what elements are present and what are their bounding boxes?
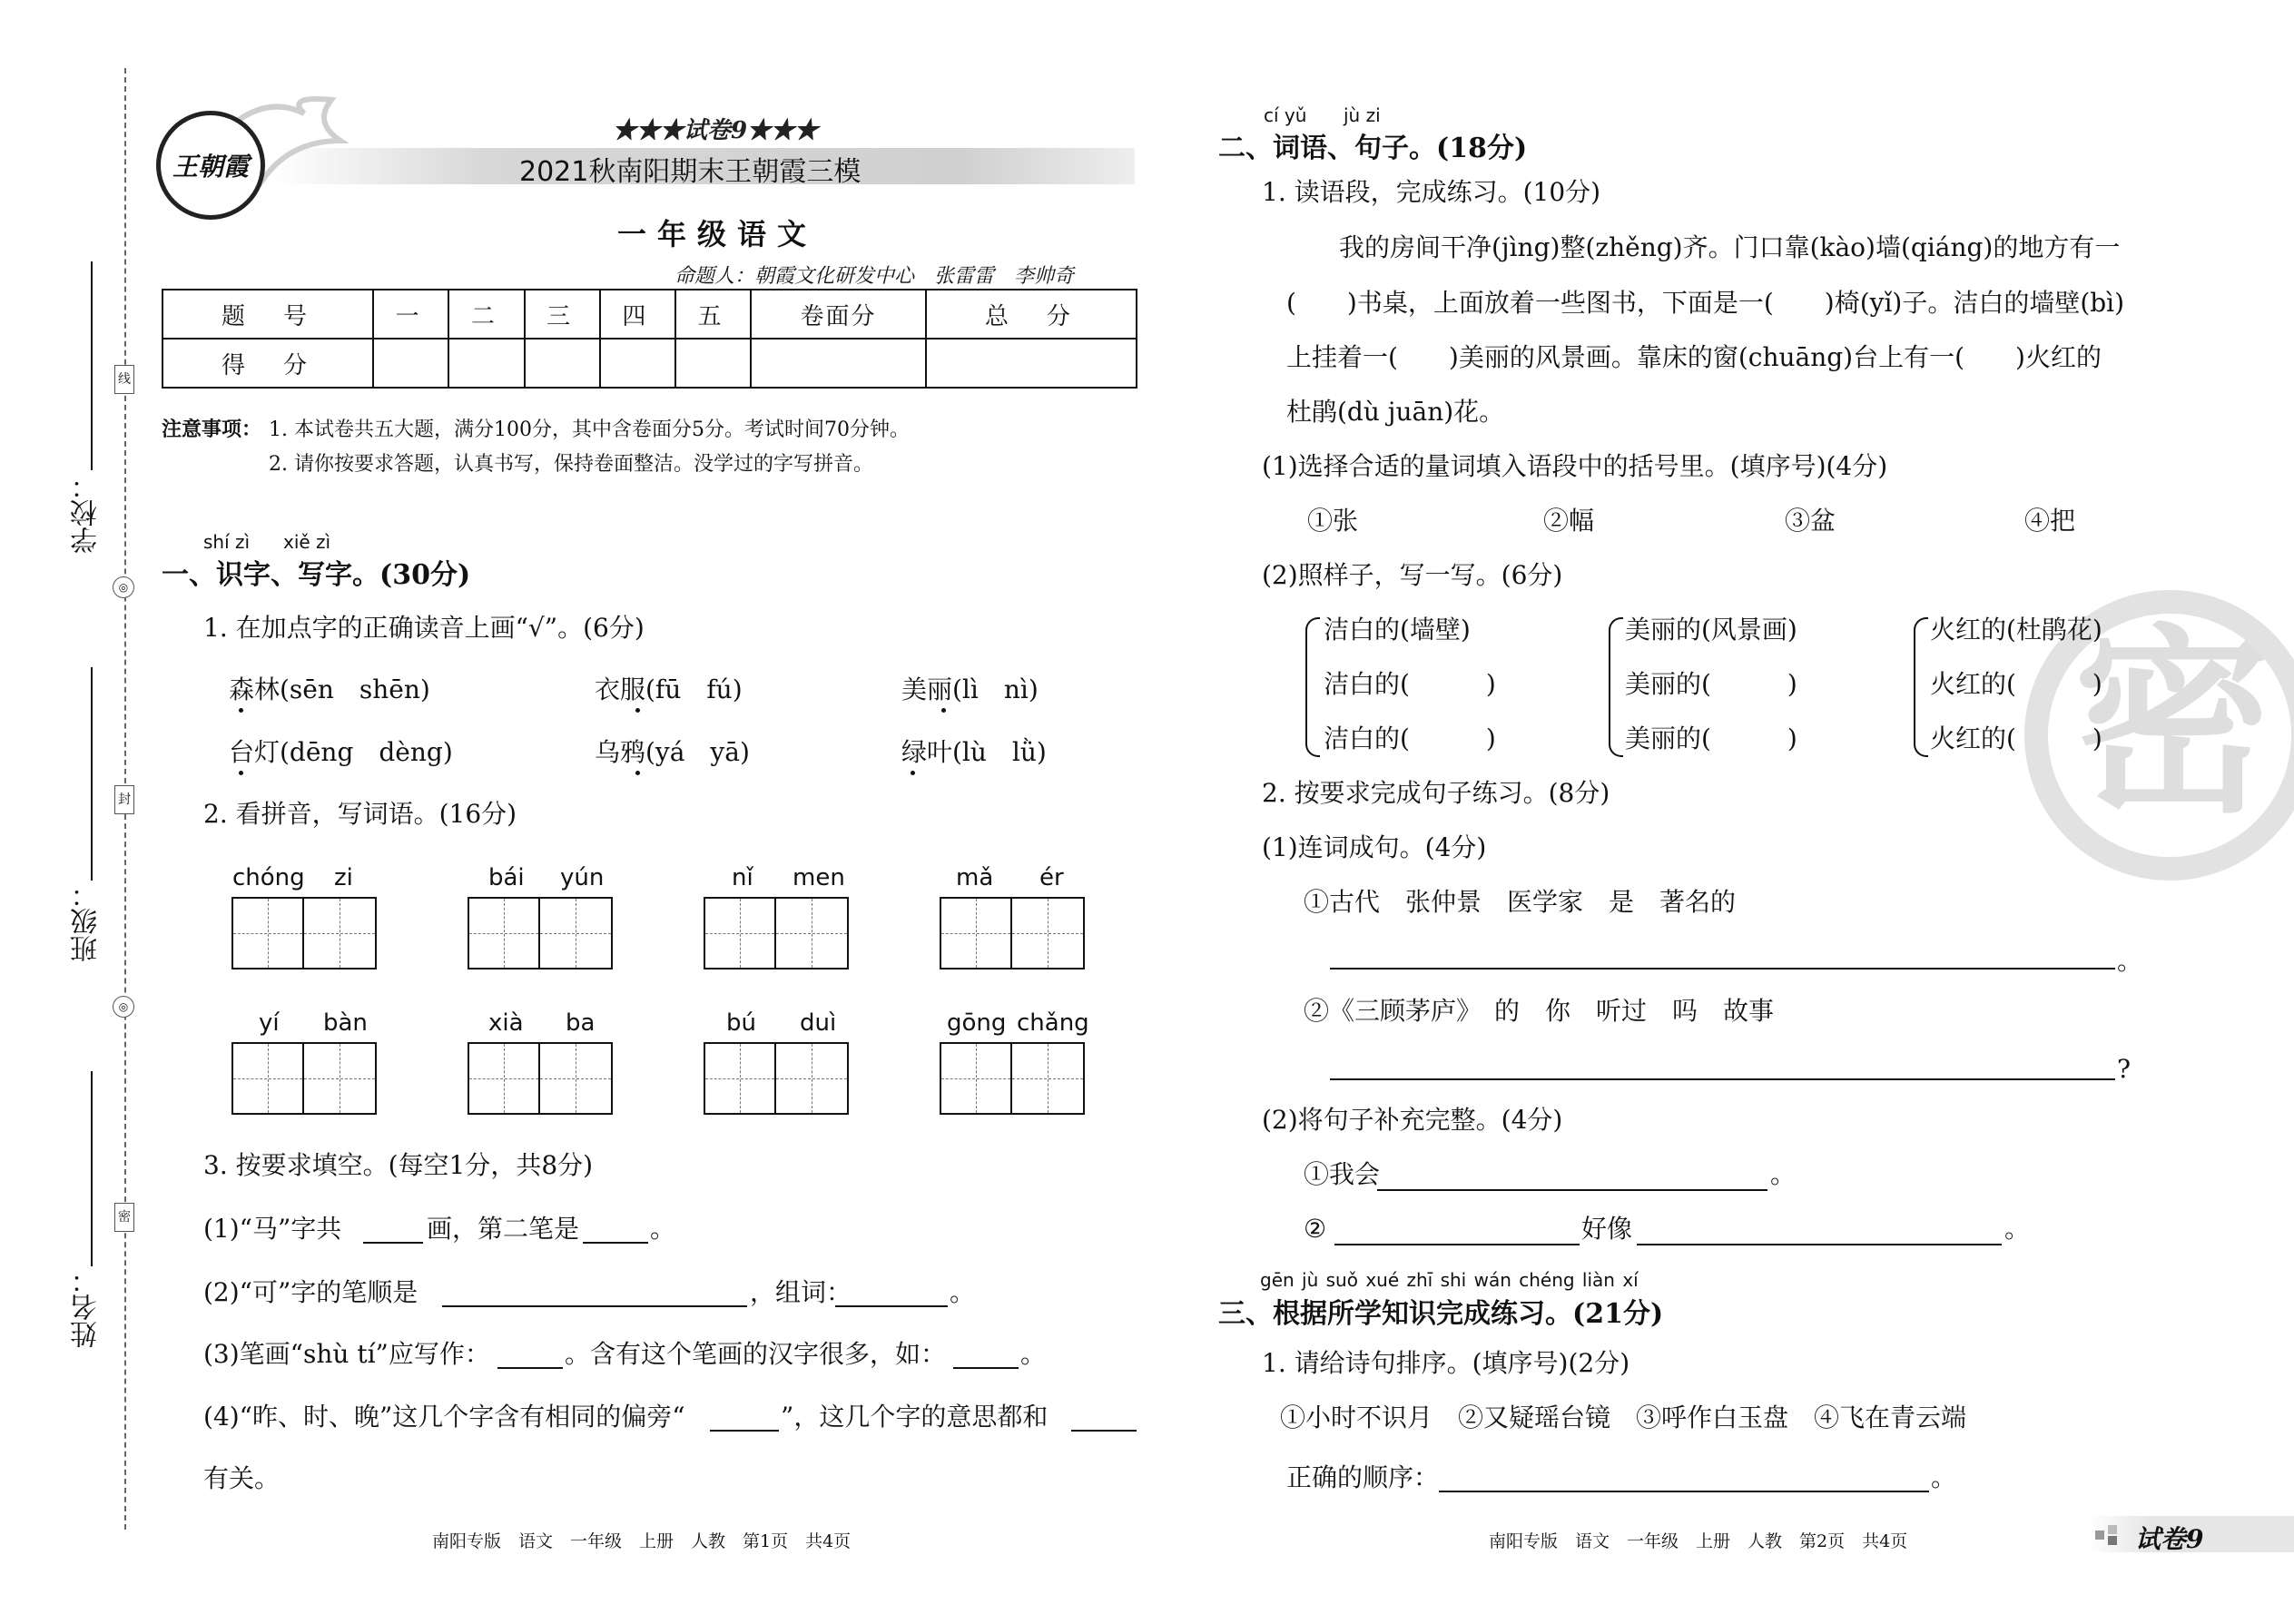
score-input[interactable] [675, 339, 751, 388]
q3-3-text: 。含有这个笔画的汉字很多，如： [565, 1339, 947, 1369]
grid-pinyin: men [793, 864, 845, 891]
brace-item: 火红的(杜鹃花) [1930, 615, 2102, 645]
s2-sub2: (2)照样子，写一写。(6分) [1262, 560, 1563, 590]
binding-hole-1: ◎ [113, 576, 134, 598]
grid-pinyin: bàn [323, 1009, 368, 1037]
q1-item[interactable]: 台灯(dēng dèng) [229, 737, 453, 767]
grid-pinyin: xià [488, 1009, 524, 1037]
word-list: ②《三顾茅庐》 的 你 听过 吗 故事 [1304, 996, 1775, 1026]
footer-badge: 试卷9 [2135, 1524, 2204, 1554]
q2-title: 2. 看拼音，写词语。(16分) [203, 799, 517, 829]
complete-text: 。 [1770, 1159, 1797, 1189]
grid-pinyin: yí [259, 1009, 280, 1037]
order-answer-line[interactable] [1439, 1491, 1929, 1492]
authors: 命题人：朝霞文化研发中心 张雷雷 李帅奇 [674, 265, 1075, 288]
notice-label: 注意事项： [162, 418, 262, 441]
emphasis-dot [635, 771, 640, 775]
class-field[interactable] [91, 667, 93, 881]
score-input[interactable] [525, 339, 600, 388]
paragraph-line: 杜鹃(dù juān)花。 [1286, 397, 1505, 427]
s2-q2-sub2: (2)将句子补充完整。(4分) [1262, 1105, 1563, 1135]
q1-item[interactable]: 衣服(fū fú) [595, 674, 743, 704]
score-cell: 四 [600, 290, 675, 339]
school-field[interactable] [91, 261, 93, 470]
section1-pinyin: xiě zì [283, 531, 331, 553]
score-cell: 总 分 [926, 290, 1137, 339]
option-item: ④把 [2024, 506, 2076, 536]
brace [1305, 617, 1320, 757]
name-label: 姓名： [71, 1266, 103, 1348]
answer-blank[interactable] [442, 1305, 747, 1307]
grid-pinyin: ér [1039, 864, 1064, 891]
emphasis-dot [635, 708, 640, 713]
brace-item[interactable]: 洁白的( ) [1324, 723, 1496, 753]
class-label: 班级： [71, 881, 103, 962]
brace-item: 洁白的(墙壁) [1324, 615, 1471, 645]
writing-grid[interactable] [940, 897, 1085, 969]
grid-pinyin: yún [560, 864, 605, 891]
exam-title: 2021秋南阳期末王朝霞三模 [519, 156, 861, 188]
score-cell: 二 [448, 290, 524, 339]
margin-seal-char-2: 封 [114, 785, 134, 814]
q3-1-text: 画，第二笔是 [427, 1214, 580, 1244]
margin-seal-char-3: 密 [114, 1203, 134, 1232]
q3-3-text: 。 [1020, 1339, 1047, 1369]
school-label: 学校： [71, 472, 103, 554]
order-label: 正确的顺序： [1286, 1462, 1440, 1492]
footer-left: 南阳专版 语文 一年级 上册 人教 第1页 共4页 [432, 1531, 852, 1551]
brace-item[interactable]: 火红的( ) [1930, 723, 2102, 753]
complete-text: 。 [2004, 1214, 2031, 1244]
grid-pinyin: bái [488, 864, 525, 891]
emphasis-dot [941, 708, 946, 713]
paragraph-line[interactable]: 上挂着一( )美丽的风景画。靠床的窗(chuāng)台上有一( )火红的 [1286, 342, 2102, 372]
s3-q1-title: 1. 请给诗句排序。(填序号)(2分) [1262, 1348, 1630, 1378]
score-cell: 三 [525, 290, 600, 339]
grid-pinyin: mǎ [956, 864, 994, 891]
binding-hole-2: ◎ [113, 996, 134, 1018]
brace-item[interactable]: 洁白的( ) [1324, 669, 1496, 699]
word-list: ①古代 张仲景 医学家 是 著名的 [1304, 887, 1737, 917]
option-item: ②幅 [1543, 506, 1595, 536]
q1-title: 1. 在加点字的正确读音上画“√”。(6分) [203, 613, 645, 643]
exam-number: ★★★试卷9★★★ [613, 117, 819, 144]
score-cell: 得 分 [162, 339, 373, 388]
section1-pinyin: shí zì [203, 531, 251, 553]
q3-2-text: 。 [950, 1277, 976, 1307]
paragraph-line: 我的房间干净(jìng)整(zhěng)齐。门口靠(kào)墙(qiáng)的地方有一 [1339, 232, 2121, 262]
score-input[interactable] [373, 339, 448, 388]
emphasis-dot [239, 708, 243, 713]
answer-line[interactable] [1637, 1244, 2002, 1245]
score-input[interactable] [448, 339, 524, 388]
score-value-row [162, 339, 1137, 388]
poem-lines: ①小时不识月 ②又疑瑶台镜 ③呼作白玉盘 ④飞在青云端 [1280, 1403, 1967, 1432]
complete-text: 好像 [1581, 1214, 1633, 1244]
complete-text: ①我会 [1304, 1159, 1381, 1189]
stamp-char: 密 [2073, 605, 2274, 840]
grid-pinyin: zi [334, 864, 353, 891]
answer-line[interactable] [1330, 968, 2115, 969]
brace [1914, 617, 1928, 757]
writing-grid[interactable] [468, 897, 613, 969]
q1-item[interactable]: 美丽(lì nì) [901, 674, 1039, 704]
order-end: 。 [1931, 1462, 1957, 1492]
answer-blank[interactable] [363, 1242, 423, 1244]
paragraph-line[interactable]: ( )书桌，上面放着一些图书，下面是一( )椅(yǐ)子。洁白的墙壁(bì) [1286, 288, 2125, 318]
emphasis-dot [911, 771, 915, 775]
q3-4-text: ”，这几个字的意思都和 [781, 1402, 1049, 1432]
writing-grid[interactable] [940, 1042, 1085, 1115]
option-item: ①张 [1307, 506, 1359, 536]
answer-line[interactable] [1330, 1078, 2115, 1080]
writing-grid[interactable] [231, 897, 377, 969]
score-input[interactable] [751, 339, 926, 388]
logo-emblem [156, 111, 265, 220]
margin-seal-char-1: 线 [114, 365, 134, 394]
grid-pinyin: chóng [232, 864, 305, 891]
section3-title: 三、根据所学知识完成练习。(21分) [1218, 1298, 1664, 1330]
grid-pinyin: nǐ [732, 864, 753, 891]
notice-line-1: 1. 本试卷共五大题，满分100分，其中含卷面分5分。考试时间70分钟。 [269, 418, 910, 441]
writing-grid[interactable] [231, 1042, 377, 1115]
complete-text: ② [1304, 1214, 1327, 1244]
section2-title: 二、词语、句子。(18分) [1218, 133, 1528, 164]
q3-1-text: (1)“马”字共 [203, 1214, 342, 1244]
line-end: 。 [2117, 946, 2143, 976]
grid-pinyin: duì [800, 1009, 837, 1037]
q3-4-text: 有关。 [203, 1463, 281, 1493]
answer-line[interactable] [1334, 1244, 1580, 1245]
option-item: ③盆 [1785, 506, 1836, 536]
brace [1609, 617, 1623, 757]
answer-blank[interactable] [583, 1242, 648, 1244]
q3-4-text: (4)“昨、时、晚”这几个字含有相同的偏旁“ [203, 1402, 685, 1432]
score-input[interactable] [600, 339, 675, 388]
s2-q2-sub1: (1)连词成句。(4分) [1262, 832, 1487, 862]
section2-pinyin: jù zi [1344, 104, 1381, 126]
score-input[interactable] [926, 339, 1137, 388]
s2-q1-title: 1. 读语段，完成练习。(10分) [1262, 177, 1601, 207]
q1-item[interactable]: 乌鸦(yá yā) [595, 737, 750, 767]
answer-line[interactable] [1377, 1189, 1767, 1191]
section3-pinyin: gēn jù suǒ xué zhī shi wán chéng liàn xí [1260, 1269, 1639, 1291]
emphasis-dot [239, 771, 243, 775]
notice-line-2: 2. 请你按要求答题，认真书写，保持卷面整洁。没学过的字写拼音。 [269, 453, 873, 476]
footer-badge-squares [2095, 1530, 2104, 1540]
s2-q2-title: 2. 按要求完成句子练习。(8分) [1262, 778, 1610, 808]
q1-item[interactable]: 森林(sēn shēn) [229, 674, 430, 704]
brace-item[interactable]: 火红的( ) [1930, 669, 2102, 699]
q3-2-text: (2)“可”字的笔顺是 [203, 1277, 418, 1307]
brace-item[interactable]: 美丽的( ) [1625, 723, 1797, 753]
score-cell: 卷面分 [751, 290, 926, 339]
footer-right: 南阳专版 语文 一年级 上册 人教 第2页 共4页 [1489, 1531, 1908, 1551]
grid-pinyin: gōng [947, 1009, 1007, 1037]
answer-blank[interactable] [710, 1430, 779, 1432]
q3-1-text: 。 [650, 1214, 676, 1244]
brace-item[interactable]: 美丽的( ) [1625, 669, 1797, 699]
score-cell: 五 [675, 290, 751, 339]
q3-2-text: ，组词： [750, 1277, 852, 1307]
grid-pinyin: chǎng [1017, 1009, 1089, 1037]
grid-pinyin: bú [726, 1009, 756, 1037]
subject-title: 一年级语文 [617, 217, 818, 251]
writing-grid[interactable] [704, 897, 849, 969]
section2-pinyin: cí yǔ [1264, 104, 1307, 126]
writing-grid[interactable] [704, 1042, 849, 1115]
score-cell: 一 [373, 290, 448, 339]
answer-blank[interactable] [953, 1367, 1019, 1369]
line-end: ? [2117, 1054, 2132, 1084]
q3-3-text: (3)笔画“shù tí”应写作： [203, 1339, 490, 1369]
s2-sub1: (1)选择合适的量词填入语段中的括号里。(填序号)(4分) [1262, 451, 1888, 481]
name-field[interactable] [91, 1071, 93, 1266]
section1-title: 一、识字、写字。(30分) [162, 559, 471, 591]
score-table [162, 289, 1137, 389]
answer-blank[interactable] [835, 1305, 948, 1307]
q1-item[interactable]: 绿叶(lù lǜ) [901, 737, 1047, 767]
logo-text: 王朝霞 [172, 152, 249, 182]
q3-title: 3. 按要求填空。(每空1分，共8分) [203, 1150, 594, 1180]
score-cell: 题 号 [162, 290, 373, 339]
brace-item: 美丽的(风景画) [1625, 615, 1797, 645]
grid-pinyin: ba [566, 1009, 596, 1037]
answer-blank[interactable] [497, 1367, 563, 1369]
writing-grid[interactable] [468, 1042, 613, 1115]
score-header-row [162, 290, 1137, 339]
answer-blank[interactable] [1071, 1430, 1137, 1432]
